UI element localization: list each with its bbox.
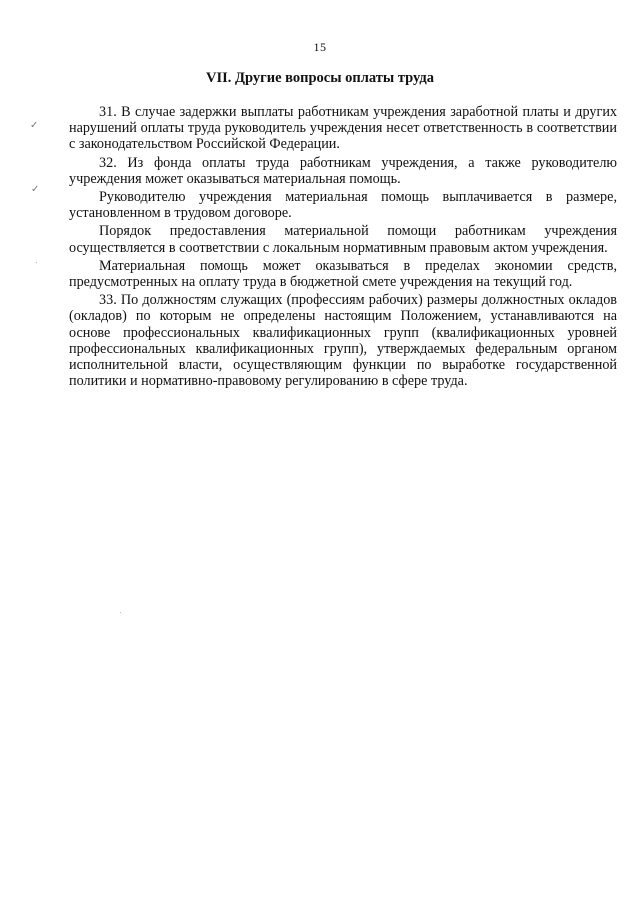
paragraph-aid-limits: Материальная помощь может оказываться в пределах экономии средств, предусмотренных на оплату труда в бюджетной смете учреждения на текущий год.	[69, 257, 617, 291]
page-number: 15	[313, 40, 327, 54]
paragraph-32: 32. Из фонда оплаты труда работникам учреждения, а также руководителю учреждения может оказываться материальная помощь.	[69, 154, 617, 187]
paragraph-aid-procedure: Порядок предоставления материальной помощи работникам учреждения осуществляется в соответствии с локальным нормативным правовым актом учреждения.	[69, 223, 617, 256]
section-title: VII. Другие вопросы оплаты труда	[206, 70, 434, 86]
paragraph-33: 33. По должностям служащих (профессиям рабочих) размеры должностных окладов (окладов) по которым не определены настоящим Положением, устанавливаются на основе профессиональных квалификационных групп (квалификационных уровней профессиональных квалификационных групп), утверждаемых федеральным органом исполнительной власти, осуществляющим функции по выработке государственной политики и нормативно-правовому регулированию в сфере труда.	[69, 292, 617, 390]
paragraph-head-aid: Руководителю учреждения материальная помощь выплачивается в размере, установленном в трудовом договоре.	[69, 189, 617, 222]
document-body	[69, 104, 617, 391]
margin-mark-icon: ✓	[31, 184, 40, 195]
margin-mark-icon: ✓	[30, 120, 39, 131]
paragraph-31: 31. В случае задержки выплаты работникам учреждения заработной платы и других нарушений оплаты труда руководитель учреждения несет ответственность в соответствии с законодательством Российской Федерации.	[69, 104, 617, 153]
scan-speck	[36, 262, 37, 263]
scan-speck	[120, 612, 121, 613]
